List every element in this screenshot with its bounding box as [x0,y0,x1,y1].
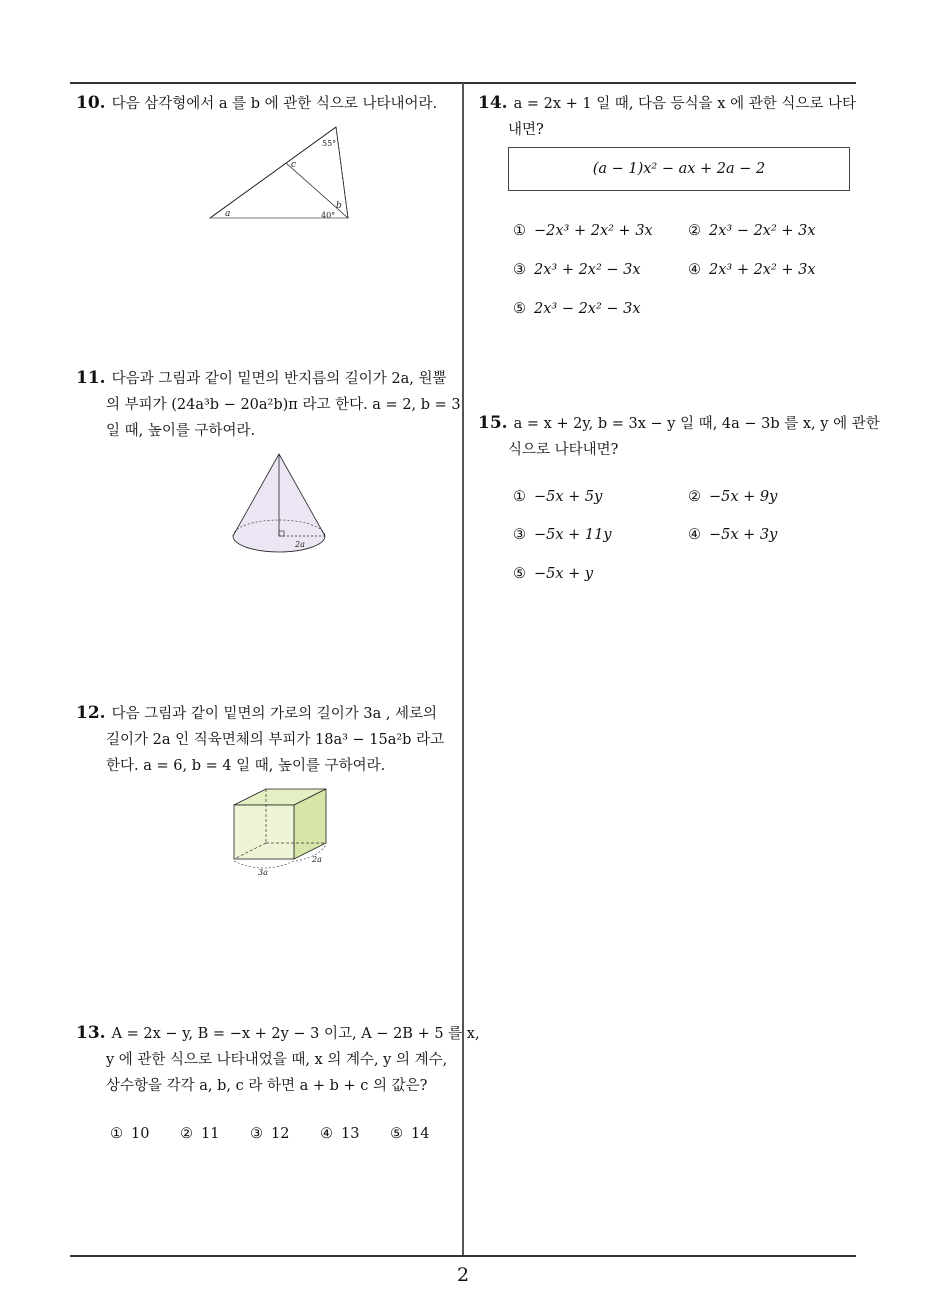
choice-2[interactable] [180,1126,219,1142]
choice-text: 11 [201,1126,220,1142]
choice-2[interactable] [688,489,777,505]
label-b: b [336,201,342,211]
bottom-rule [70,1255,856,1257]
problem-text: 길이가 2a 인 직육면체의 부피가 18a³ − 15a²b 라고 [106,732,445,748]
choice-mark: ④ [320,1126,333,1142]
choice-text: 10 [131,1126,150,1142]
choice-mark: ② [688,223,701,239]
problem-text: 다음 삼각형에서 a 를 b 에 관한 식으로 나타내어라. [111,96,438,112]
choice-1[interactable] [513,223,653,239]
choice-mark: ⑤ [390,1126,403,1142]
label-55: 55° [322,139,337,148]
page-number: 2 [456,1264,470,1286]
choice-3[interactable] [250,1126,289,1142]
choice-text: 2x³ − 2x² − 3x [534,301,641,317]
problem-13 [76,1020,480,1099]
choice-text: 2x³ + 2x² + 3x [709,262,816,278]
problem-14 [478,90,856,143]
choice-mark: ② [180,1126,193,1142]
problem-number: 11. [76,368,106,388]
problem-12 [76,700,444,779]
problem-number: 14. [478,93,508,113]
problem-text: 상수항을 각각 a, b, c 라 하면 a + b + c 의 값은? [106,1078,428,1094]
box-figure [226,785,338,879]
problem-text: 의 부피가 (24a³b − 20a²b)π 라고 한다. a = 2, b = 3 [106,397,461,413]
label-depth: 2a [312,855,322,864]
choice-5[interactable] [390,1126,429,1142]
cone-figure [228,450,332,560]
choice-mark: ① [513,223,526,239]
choice-text: −2x³ + 2x² + 3x [534,223,653,239]
choice-mark: ⑤ [513,566,526,582]
problem-text: a = x + 2y, b = 3x − y 일 때, 4a − 3b 를 x, y 에 관한 [513,416,880,432]
choice-2[interactable] [688,223,816,239]
label-40: 40° [321,211,336,220]
choice-4[interactable] [688,527,777,543]
choice-1[interactable] [110,1126,149,1142]
problem-11 [76,365,461,444]
label-a: a [225,209,231,219]
choice-text: −5x + y [534,566,594,582]
problem-text: 식으로 나타내면? [508,442,619,458]
choice-mark: ③ [513,527,526,543]
choice-mark: ④ [688,527,701,543]
choice-mark: ⑤ [513,301,526,317]
problem-text: a = 2x + 1 일 때, 다음 등식을 x 에 관한 식으로 나타 [513,96,856,112]
choice-3[interactable] [513,527,612,543]
choice-text: −5x + 3y [709,527,778,543]
triangle-figure [205,122,360,224]
choice-3[interactable] [513,262,641,278]
problem-number: 12. [76,703,106,723]
problem-text: 내면? [508,122,544,138]
problem-10 [76,90,437,117]
problem-15 [478,410,880,463]
choice-text: 2x³ + 2x² − 3x [534,262,641,278]
choice-text: 2x³ − 2x² + 3x [709,223,816,239]
choice-mark: ③ [513,262,526,278]
choice-mark: ① [513,489,526,505]
choice-4[interactable] [320,1126,359,1142]
label-c: c [291,160,297,170]
problem-number: 15. [478,413,508,433]
problem-text: 일 때, 높이를 구하여라. [106,423,256,439]
label-radius: 2a [295,540,305,549]
choice-mark: ③ [250,1126,263,1142]
choice-text: 12 [271,1126,290,1142]
choice-1[interactable] [513,489,602,505]
problem-text: A = 2x − y, B = −x + 2y − 3 이고, A − 2B + 5 를 x, [111,1026,480,1042]
choice-mark: ④ [688,262,701,278]
equation-box: (a − 1)x² − ax + 2a − 2 [508,147,850,191]
problem-number: 10. [76,93,106,113]
problem-text: 한다. a = 6, b = 4 일 때, 높이를 구하여라. [106,758,386,774]
problem-text: 다음 그림과 같이 밑면의 가로의 길이가 3a , 세로의 [111,706,438,722]
choice-5[interactable] [513,301,641,317]
choice-mark: ① [110,1126,123,1142]
choice-mark: ② [688,489,701,505]
choice-text: −5x + 9y [709,489,778,505]
choice-text: −5x + 11y [534,527,612,543]
choice-4[interactable] [688,262,816,278]
choice-text: 13 [341,1126,360,1142]
problem-text: y 에 관한 식으로 나타내었을 때, x 의 계수, y 의 계수, [106,1052,448,1068]
problem-number: 13. [76,1023,106,1043]
choice-5[interactable] [513,566,593,582]
problem-text: 다음과 그림과 같이 밑면의 반지름의 길이가 2a, 원뿔 [111,371,447,387]
label-width: 3a [258,868,268,877]
choice-text: 14 [411,1126,430,1142]
choice-text: −5x + 5y [534,489,603,505]
